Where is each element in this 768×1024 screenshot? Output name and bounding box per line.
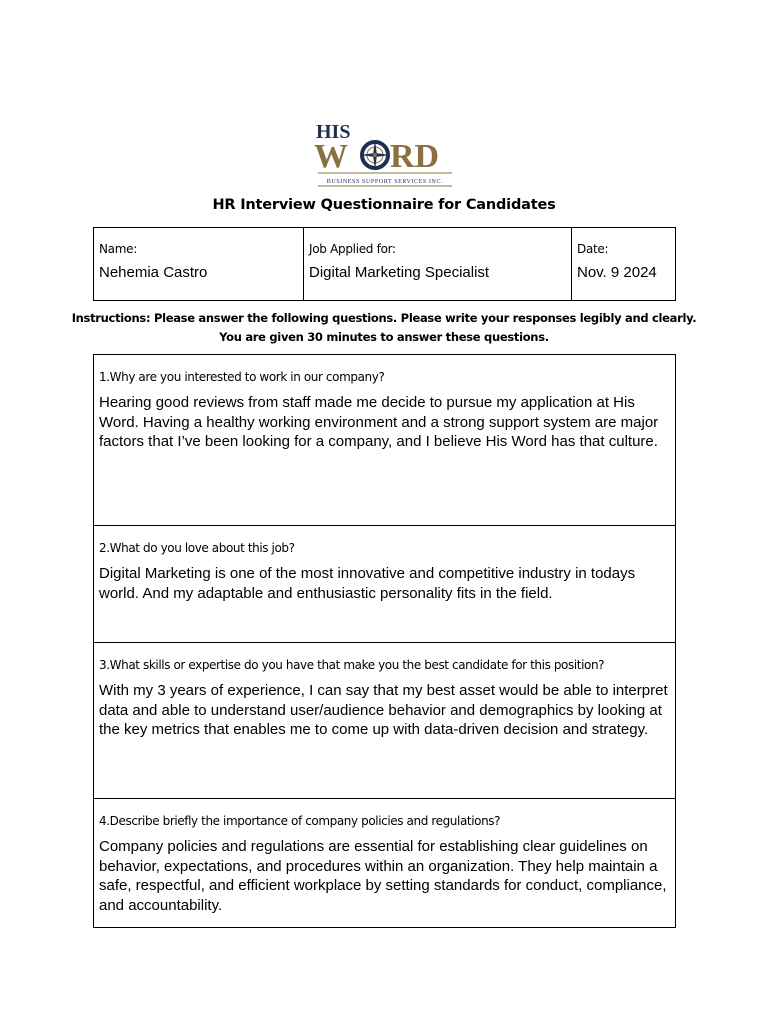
question-3: 3.What skills or expertise do you have that make you the best candidate for this position?: [99, 658, 605, 672]
answer-2: Digital Marketing is one of the most innovative and competitive industry in todays world. And my adaptable and enthusiastic personality fits in the field.: [99, 565, 636, 602]
job-cell: [304, 228, 572, 301]
company-logo: [314, 120, 454, 190]
candidate-info-table: [93, 227, 676, 301]
question-block-4: [94, 798, 675, 927]
date-cell: [572, 228, 676, 301]
name-label: Name:: [99, 242, 137, 256]
answer-1: Hearing good reviews from staff made me decide to pursue my application at His Word. Having a healthy working environment and a strong support system are major factors that I’ve been looking for a company, and I believe His Word has that culture.: [99, 394, 659, 450]
instructions: [0, 309, 768, 347]
answer-4: Company policies and regulations are essential for establishing clear guidelines on behavior, expectations, and procedures within an organization. They help maintain a safe, respectful, and efficient workplace by setting standards for conduct, compliance, and accountability.: [99, 838, 667, 914]
logo-graphic: [314, 120, 454, 190]
question-2: 2.What do you love about this job?: [99, 541, 295, 555]
instructions-line-2: You are given 30 minutes to answer these questions.: [219, 330, 549, 344]
questionnaire: [93, 354, 676, 928]
date-label: Date:: [577, 242, 609, 256]
logo-his: HIS: [316, 121, 351, 143]
page-title: HR Interview Questionnaire for Candidates: [212, 197, 556, 213]
date-value: Nov. 9 2024: [577, 264, 657, 281]
logo-w: W: [314, 138, 348, 175]
logo-rd: RD: [390, 138, 440, 175]
name-cell: [94, 228, 304, 301]
job-label: Job Applied for:: [309, 242, 396, 256]
logo-tagline: BUSINESS SUPPORT SERVICES INC.: [326, 179, 444, 185]
question-1: 1.Why are you interested to work in our company?: [99, 370, 385, 384]
compass-icon: [360, 140, 390, 170]
answer-3: With my 3 years of experience, I can say that my best asset would be able to interpret data and able to understand user/audience behavior and demographics by looking at the key metrics that enables me to come up with data-driven decision and strategy.: [99, 682, 668, 738]
question-block-3: [94, 642, 675, 798]
name-value: Nehemia Castro: [99, 264, 208, 281]
instructions-line-1: Instructions: Please answer the following questions. Please write your responses legibly and clearly.: [71, 311, 697, 325]
question-block-1: [94, 369, 675, 525]
job-value: Digital Marketing Specialist: [309, 264, 490, 281]
question-block-2: [94, 525, 675, 642]
question-4: 4.Describe briefly the importance of company policies and regulations?: [99, 814, 501, 828]
